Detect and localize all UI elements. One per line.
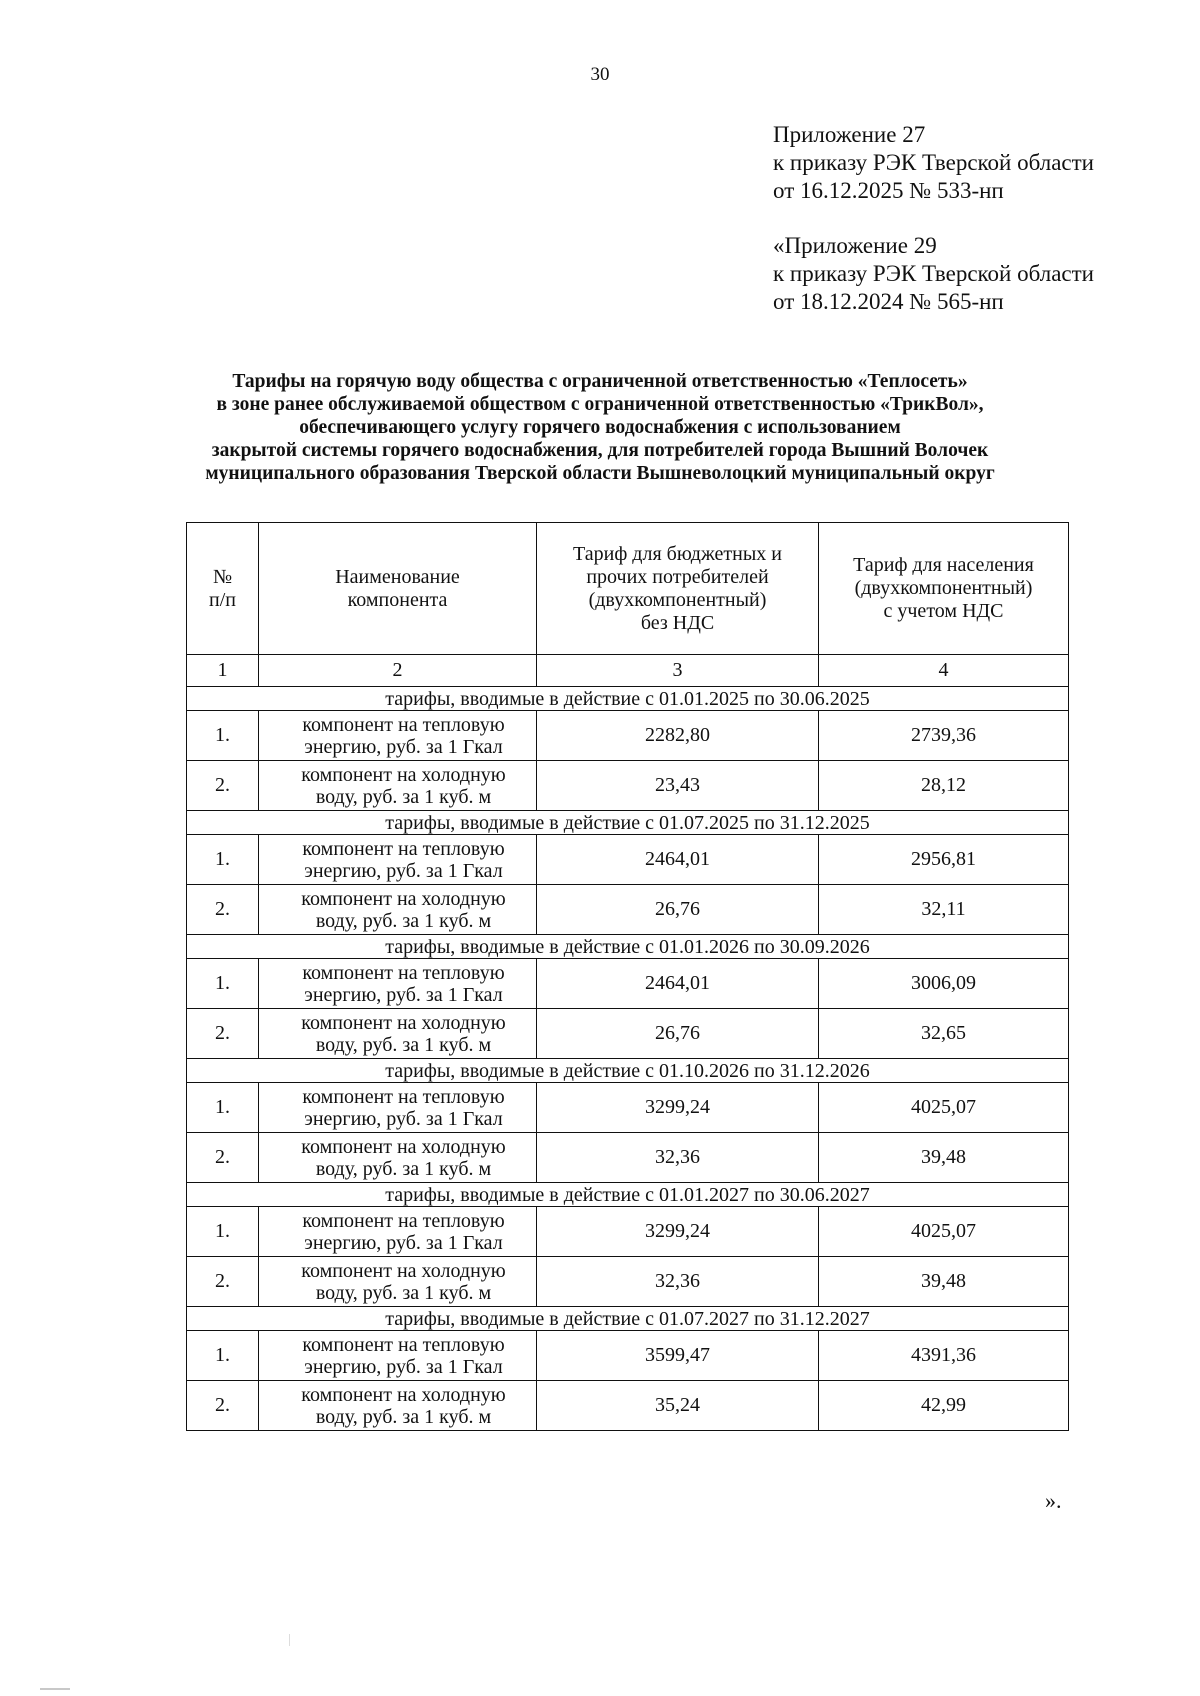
column-number: 1: [187, 655, 259, 687]
component-name-line: воду, руб. за 1 куб. м: [315, 1033, 492, 1056]
annex-current-line: Приложение 27: [773, 122, 926, 147]
component-name-line: энергию, руб. за 1 Гкал: [304, 983, 503, 1006]
annex-current-line: от 16.12.2025 № 533-нп: [773, 178, 1004, 203]
component-name-line: энергию, руб. за 1 Гкал: [304, 1355, 503, 1378]
row-number: 2.: [187, 1381, 259, 1431]
annex-previous-line: «Приложение 29: [773, 233, 937, 258]
header-name-line: компонента: [347, 588, 448, 611]
budget-tariff-value: 2282,80: [537, 711, 819, 761]
table-row: [187, 1083, 1069, 1133]
component-name: [259, 885, 537, 935]
component-name: [259, 1009, 537, 1059]
component-name: [259, 1257, 537, 1307]
component-name-line: энергию, руб. за 1 Гкал: [304, 859, 503, 882]
component-name: [259, 711, 537, 761]
header-population-line: (двухкомпонентный): [854, 577, 1033, 599]
component-name: [259, 1207, 537, 1257]
component-name: [259, 1381, 537, 1431]
period-label: тарифы, вводимые в действие с 01.07.2027 по 31.12.2027: [187, 1307, 1069, 1331]
population-tariff-value: 4025,07: [819, 1083, 1069, 1133]
column-number: 2: [259, 655, 537, 687]
tariff-period: [187, 811, 1069, 935]
budget-tariff-value: 3599,47: [537, 1331, 819, 1381]
budget-tariff-value: 2464,01: [537, 835, 819, 885]
annex-current-reference: [773, 121, 1094, 205]
row-number: 1.: [187, 1083, 259, 1133]
component-name-line: компонент на холодную: [301, 887, 506, 910]
period-row: [187, 687, 1069, 711]
component-name-line: компонент на тепловую: [302, 961, 505, 984]
component-name-line: компонент на холодную: [301, 1135, 506, 1158]
population-tariff-value: 28,12: [819, 761, 1069, 811]
header-budget-tariff: [537, 523, 819, 655]
component-name-line: компонент на тепловую: [302, 1333, 505, 1356]
title-line: обеспечивающего услугу горячего водоснабжения с использованием: [299, 417, 901, 438]
header-row: [187, 523, 1069, 655]
budget-tariff-value: 26,76: [537, 885, 819, 935]
population-tariff-value: 2739,36: [819, 711, 1069, 761]
component-name: [259, 835, 537, 885]
title-line: в зоне ранее обслуживаемой обществом с ограниченной ответственностью «ТрикВол»,: [216, 394, 984, 415]
period-row: [187, 811, 1069, 835]
period-label: тарифы, вводимые в действие с 01.01.2027 по 30.06.2027: [187, 1183, 1069, 1207]
row-number: 2.: [187, 1133, 259, 1183]
header-num: [187, 523, 259, 655]
table-row: [187, 1381, 1069, 1431]
budget-tariff-value: 2464,01: [537, 959, 819, 1009]
header-population-line: с учетом НДС: [883, 600, 1004, 622]
header-num-line: п/п: [209, 588, 236, 611]
table-row: [187, 1009, 1069, 1059]
period-label: тарифы, вводимые в действие с 01.01.2025 по 30.06.2025: [187, 687, 1069, 711]
component-name: [259, 1083, 537, 1133]
column-number: 4: [819, 655, 1069, 687]
component-name-line: воду, руб. за 1 куб. м: [315, 785, 492, 808]
header-component-name: [259, 523, 537, 655]
component-name: [259, 959, 537, 1009]
table-row: [187, 1331, 1069, 1381]
tariff-period: [187, 1307, 1069, 1431]
closing-quote-mark: ».: [1045, 1488, 1062, 1513]
annex-current-line: к приказу РЭК Тверской области: [773, 150, 1094, 175]
row-number: 1.: [187, 835, 259, 885]
row-number: 1.: [187, 959, 259, 1009]
row-number: 1.: [187, 1331, 259, 1381]
period-row: [187, 935, 1069, 959]
scan-artifact: [289, 1634, 290, 1646]
row-number: 1.: [187, 1207, 259, 1257]
header-budget-line: прочих потребителей: [586, 565, 769, 588]
header-budget-line: без НДС: [640, 611, 715, 634]
component-name-line: компонент на тепловую: [302, 1209, 505, 1232]
tariff-period: [187, 1059, 1069, 1183]
scan-artifact: [40, 1688, 70, 1690]
component-name-line: воду, руб. за 1 куб. м: [315, 1281, 492, 1304]
header-name-line: Наименование: [335, 565, 460, 588]
row-number: 1.: [187, 711, 259, 761]
period-row: [187, 1307, 1069, 1331]
title-line: Тарифы на горячую воду общества с ограниченной ответственностью «Теплосеть»: [232, 371, 968, 392]
period-row: [187, 1059, 1069, 1083]
period-row: [187, 1183, 1069, 1207]
document-title: [100, 370, 1100, 485]
page-number: 30: [590, 64, 610, 85]
table-row: [187, 761, 1069, 811]
budget-tariff-value: 3299,24: [537, 1207, 819, 1257]
table-row: [187, 959, 1069, 1009]
table-row: [187, 1257, 1069, 1307]
population-tariff-value: 2956,81: [819, 835, 1069, 885]
tariff-table-header: [187, 523, 1069, 687]
header-num-line: №: [212, 565, 233, 588]
header-budget-line: Тариф для бюджетных и: [573, 542, 782, 565]
budget-tariff-value: 23,43: [537, 761, 819, 811]
population-tariff-value: 39,48: [819, 1133, 1069, 1183]
component-name-line: энергию, руб. за 1 Гкал: [304, 1231, 503, 1254]
tariff-period: [187, 1183, 1069, 1307]
component-name-line: компонент на тепловую: [302, 837, 505, 860]
population-tariff-value: 3006,09: [819, 959, 1069, 1009]
title-line: муниципального образования Тверской области Вышневолоцкий муниципальный округ: [205, 463, 995, 484]
column-number-row: [187, 655, 1069, 687]
header-population-line: Тариф для населения: [853, 554, 1034, 576]
population-tariff-value: 32,65: [819, 1009, 1069, 1059]
period-label: тарифы, вводимые в действие с 01.07.2025 по 31.12.2025: [187, 811, 1069, 835]
tariff-period: [187, 687, 1069, 811]
row-number: 2.: [187, 885, 259, 935]
component-name-line: воду, руб. за 1 куб. м: [315, 1405, 492, 1428]
annex-previous-reference: [773, 232, 1094, 316]
budget-tariff-value: 35,24: [537, 1381, 819, 1431]
component-name: [259, 761, 537, 811]
annex-previous-line: к приказу РЭК Тверской области: [773, 261, 1094, 286]
component-name-line: энергию, руб. за 1 Гкал: [304, 735, 503, 758]
population-tariff-value: 39,48: [819, 1257, 1069, 1307]
row-number: 2.: [187, 1009, 259, 1059]
population-tariff-value: 32,11: [819, 885, 1069, 935]
period-label: тарифы, вводимые в действие с 01.01.2026 по 30.09.2026: [187, 935, 1069, 959]
annex-previous-line: от 18.12.2024 № 565-нп: [773, 289, 1004, 314]
table-row: [187, 711, 1069, 761]
table-row: [187, 1133, 1069, 1183]
population-tariff-value: 42,99: [819, 1381, 1069, 1431]
title-line: закрытой системы горячего водоснабжения, для потребителей города Вышний Волочек: [211, 440, 989, 461]
budget-tariff-value: 32,36: [537, 1133, 819, 1183]
population-tariff-value: 4025,07: [819, 1207, 1069, 1257]
component-name-line: компонент на тепловую: [302, 1085, 505, 1108]
table-row: [187, 1207, 1069, 1257]
component-name-line: компонент на холодную: [301, 1383, 506, 1406]
component-name: [259, 1331, 537, 1381]
row-number: 2.: [187, 1257, 259, 1307]
table-row: [187, 885, 1069, 935]
component-name-line: воду, руб. за 1 куб. м: [315, 909, 492, 932]
budget-tariff-value: 26,76: [537, 1009, 819, 1059]
tariff-table: [186, 522, 1069, 1431]
tariff-period: [187, 935, 1069, 1059]
component-name-line: компонент на холодную: [301, 1259, 506, 1282]
component-name-line: компонент на тепловую: [302, 713, 505, 736]
component-name-line: воду, руб. за 1 куб. м: [315, 1157, 492, 1180]
budget-tariff-value: 3299,24: [537, 1083, 819, 1133]
component-name-line: энергию, руб. за 1 Гкал: [304, 1107, 503, 1130]
table-row: [187, 835, 1069, 885]
population-tariff-value: 4391,36: [819, 1331, 1069, 1381]
header-population-tariff: [819, 523, 1069, 655]
component-name-line: компонент на холодную: [301, 763, 506, 786]
component-name-line: компонент на холодную: [301, 1011, 506, 1034]
period-label: тарифы, вводимые в действие с 01.10.2026 по 31.12.2026: [187, 1059, 1069, 1083]
row-number: 2.: [187, 761, 259, 811]
header-budget-line: (двухкомпонентный): [588, 588, 767, 611]
column-number: 3: [537, 655, 819, 687]
budget-tariff-value: 32,36: [537, 1257, 819, 1307]
component-name: [259, 1133, 537, 1183]
